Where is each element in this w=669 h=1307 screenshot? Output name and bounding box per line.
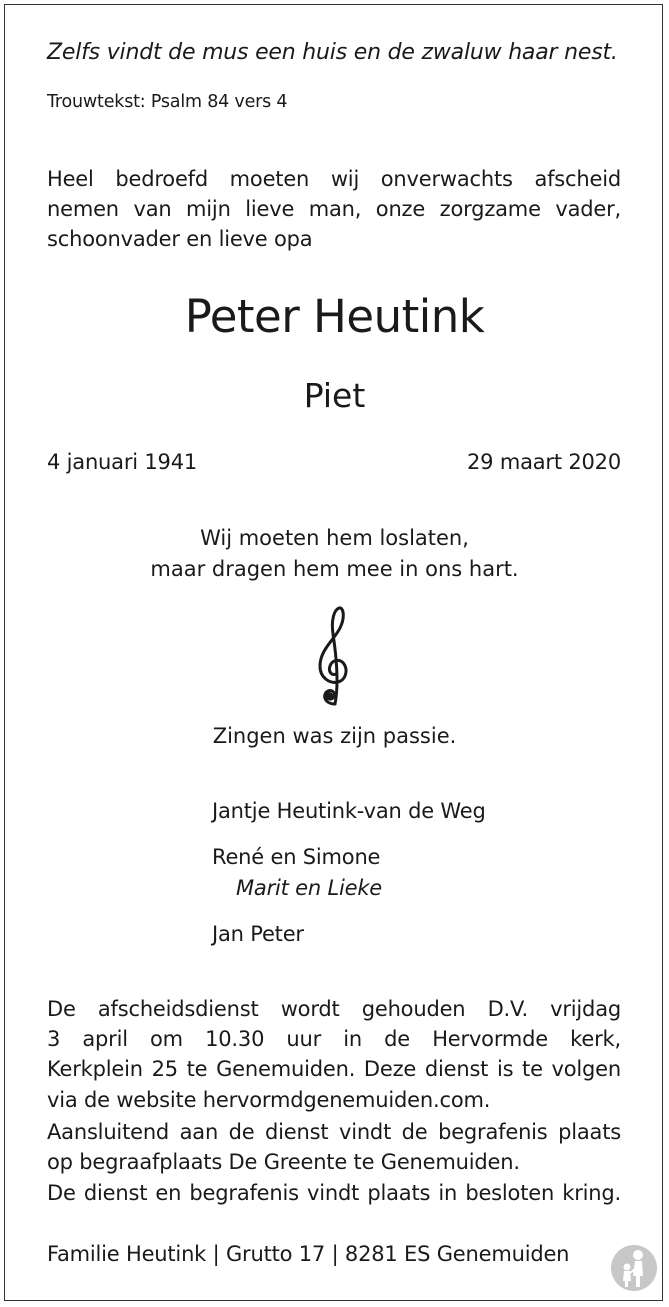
death-date: 29 maart 2020 (467, 450, 621, 474)
motto-source: Trouwtekst: Psalm 84 vers 4 (47, 92, 288, 112)
intro-line: schoonvader en lieve opa (47, 227, 313, 251)
service-line: op begraafplaats De Greente te Genemuiden. (47, 1150, 520, 1174)
person-logo-icon (609, 1243, 659, 1293)
service-line: De afscheidsdienst wordt gehouden D.V. vrijdag (47, 997, 621, 1021)
treble-clef-icon (314, 604, 354, 708)
service-line: via de website hervormdgenemuiden.com. (47, 1088, 491, 1112)
birth-date: 4 januari 1941 (47, 450, 198, 474)
deceased-name: Peter Heutink (184, 290, 485, 343)
verse-line: Wij moeten hem loslaten, (200, 526, 469, 550)
deceased-nickname: Piet (303, 376, 366, 415)
passion-text: Zingen was zijn passie. (212, 724, 457, 748)
family-grandchildren: Marit en Lieke (236, 876, 383, 900)
family-child: Jan Peter (212, 922, 304, 946)
family-child: René en Simone (212, 845, 381, 869)
family-spouse: Jantje Heutink-van de Weg (212, 799, 486, 823)
footer-address: Familie Heutink | Grutto 17 | 8281 ES Genemuiden (47, 1242, 570, 1266)
service-line: Aansluitend aan de dienst vindt de begrafenis plaats (47, 1120, 621, 1144)
motto-text: Zelfs vindt de mus een huis en de zwaluw haar nest. (47, 40, 618, 65)
intro-line: Heel bedroefd moeten wij onverwachts afscheid (47, 167, 621, 191)
intro-line: nemen van mijn lieve man, onze zorgzame vader, (47, 197, 621, 221)
service-line: 3 april om 10.30 uur in de Hervormde kerk, (47, 1027, 621, 1051)
service-line: De dienst en begrafenis vindt plaats in besloten kring. (47, 1181, 621, 1205)
service-line: Kerkplein 25 te Genemuiden. Deze dienst is te volgen (47, 1057, 621, 1081)
verse-line: maar dragen hem mee in ons hart. (150, 557, 519, 581)
